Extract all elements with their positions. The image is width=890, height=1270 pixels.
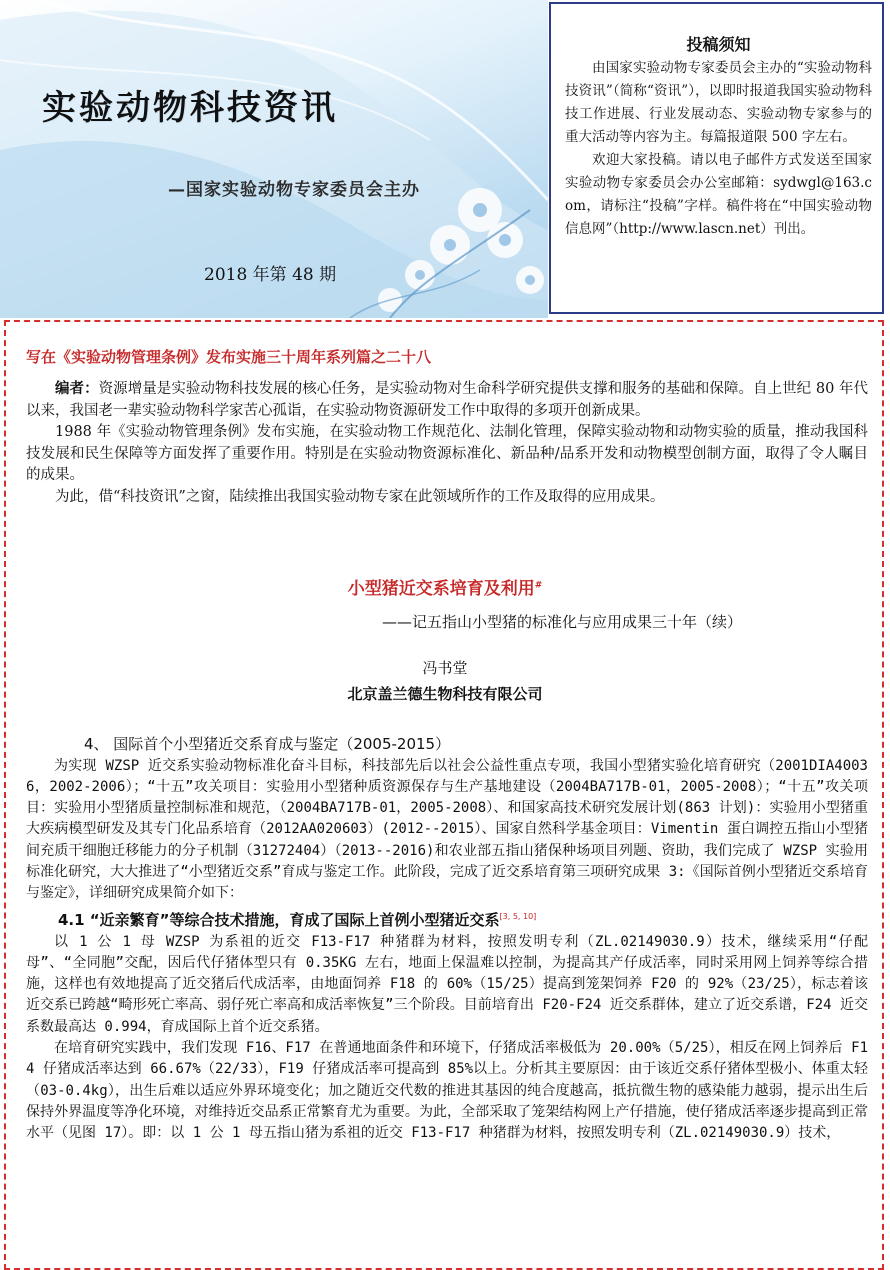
issue-number: 2018 年第 48 期: [204, 265, 337, 285]
editor-paragraph: 编者：资源增量是实验动物科技发展的核心任务，是实验动物对生命科学研究提供支撑和服务的基础和保障。自上世纪 80 年代以来，我国老一辈实验动物科学家苦心孤诣，在实验动物资源研发工作中取得的多项开创新成果。: [26, 381, 869, 419]
series-heading: 写在《实验动物管理条例》发布实施三十周年系列篇之二十八: [26, 348, 432, 366]
flower-decoration-icon: [330, 150, 548, 318]
section-heading: 4、 国际首个小型猪近交系育成与鉴定（2005-2015）: [84, 735, 451, 753]
masthead: [0, 0, 890, 322]
masthead-banner: [0, 0, 548, 318]
publication-title: 实验动物科技资讯: [42, 88, 338, 128]
body-paragraph: 在培育研究实践中，我们发现 F16、F17 在普通地面条件和环境下，仔猪成活率极低为 20.00%（5/25），相反在网上饲养后 F14 仔猪成活率达到 66.67%（22/33），F19 仔猪成活率可提高到 85%以上。分析其主要原因：由于该近交系仔猪体型极小、体重太轻（03-0.4kg），出生后难以适应外界环境变化；加之随近交代数的推进其基因的纯合度越高，抵抗微生物的感染能力越弱，提示出生后保持外界温度等净化环境，对维持近交品系正常繁育尤为重要。为此，全部采取了笼架结构网上产仔措施，使仔猪成活率逐步提高到正常水平（见图 17）。即：以 1 公 1 母五指山猪为系祖的近交 F13-F17 种猪群为材料，按照发明专利（ZL.02149030.9）技术，: [26, 1040, 868, 1142]
article-body: [26, 734, 868, 1145]
submission-notice: [549, 2, 884, 314]
editor-label: 编者：: [55, 381, 99, 397]
article-subtitle: ——记五指山小型猪的标准化与应用成果三十年（续）: [382, 613, 743, 631]
notice-title: 投稿须知: [686, 35, 751, 54]
author-organization: 北京盖兰德生物科技有限公司: [347, 685, 543, 703]
subsection-heading: 4.1 “近亲繁育”等综合技术措施，育成了国际上首例小型猪近交系[3, 5, 10]: [58, 910, 537, 929]
notice-paragraph: 由国家实验动物专家委员会主办的“实验动物科技资讯”（简称“资讯”），以即时报道我国实验动物科技工作进展、行业发展动态、实验动物专家参与的重大活动等内容为主。每篇报道限 500 字左右。: [565, 60, 872, 145]
notice-paragraph: 欢迎大家投稿。请以电子邮件方式发送至国家实验动物专家委员会办公室邮箱：sydwgl@163.com，请标注“投稿”字样。稿件将在“中国实验动物信息网”（http://www.lascn.net）刊出。: [565, 152, 872, 237]
body-paragraph: 为实现 WZSP 近交系实验动物标准化奋斗目标，科技部先后以社会公益性重点专项，我国小型猪实验化培育研究（2001DIA40036，2002-2006）；“十五”攻关项目：实验用小型猪种质资源保存与生产基地建设（2004BA717B-01，2005-2008）；“十五”攻关项目：实验用小型猪质量控制标准和规范，（2004BA717B-01，2005-2008）、和国家高技术研究发展计划(863 计划)：实验用小型猪重大疾病模型研发及其专门化品系培育（2012AA020603）(2012--2015）、国家自然科学基金项目：Vimentin 蛋白调控五指山小型猪间充质干细胞迁移能力的分子机制（31272404）（2013--2016)和农业部五指山猪保种场项目列题、资助，我们完成了 WZSP 实验用标准化研究，大大推进了“小型猪近交系”育成与鉴定工作。此阶段，完成了近交系培育第三项研究成果 3:《国际首例小型猪近交系培育与鉴定》，详细研究成果简介如下：: [26, 757, 868, 902]
article-author: 冯书堂: [422, 659, 468, 677]
title-footnote-mark: #: [534, 580, 543, 591]
editor-note: [26, 379, 868, 508]
body-paragraph: 以 1 公 1 母 WZSP 为系祖的近交 F13-F17 种猪群为材料，按照发明专利（ZL.02149030.9）技术，继续采用“仔配母”、“全同胞”交配，因后代仔猪体型只有 0.35KG 左右，地面上保温难以控制，为提高其产仔成活率，同时采用网上饲养等综合措施，这样也有效地提高了近交猪后代成活率，由地面饲养 F18 的 60%（15/25）提高到笼架饲养 F20 的 92%（23/25），标志着该近交系已跨越“畸形死亡率高、弱仔死亡率高和成活率恢复”三个阶段。目前培育出 F20-F24 近交系群体，建立了近交系谱，F24 近交系数最高达 0.994，育成国际上首个近交系猪。: [26, 933, 868, 1035]
editor-paragraph: 为此，借“科技资讯”之窗，陆续推出我国实验动物专家在此领域所作的工作及取得的应用成果。: [55, 488, 665, 505]
reference-link[interactable]: [3, 5, 10]: [499, 911, 537, 921]
editor-paragraph: 1988 年《实验动物管理条例》发布实施，在实验动物工作规范化、法制化管理，保障实验动物和动物实验的质量，推动我国科技发展和民生保障等方面发挥了重要作用。特别是在实验动物资源标准化、新品种/品系开发和动物模型创制方面，取得了令人瞩目的成果。: [26, 424, 868, 483]
publication-sponsor: —国家实验动物专家委员会主办: [168, 180, 420, 200]
article-title: 小型猪近交系培育及利用#: [347, 579, 543, 599]
